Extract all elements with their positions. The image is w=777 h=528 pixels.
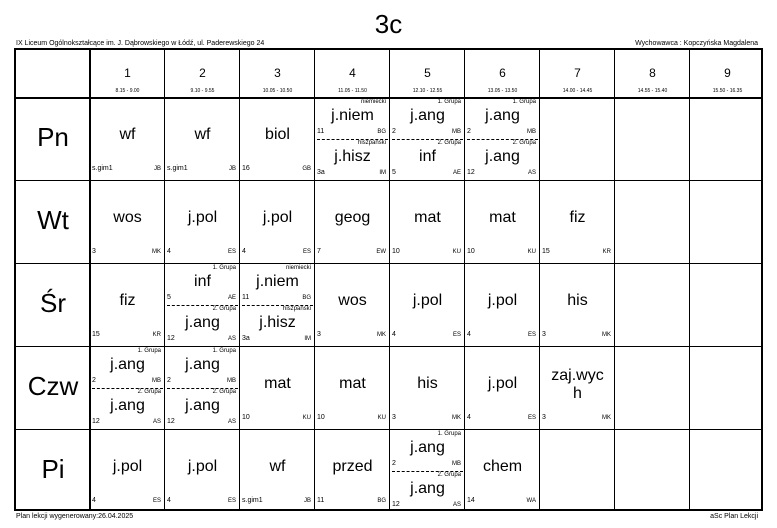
lesson-cell (240, 98, 315, 181)
lesson-cell (240, 264, 315, 347)
lesson-subject: wf (119, 126, 136, 143)
lesson-room: 10 (467, 248, 475, 255)
class-title: 3c (374, 9, 403, 39)
lesson-teacher: ES (302, 249, 311, 255)
lesson-subject: inf (194, 273, 211, 290)
lesson-room: 4 (392, 331, 396, 338)
timetable-grid (14, 48, 763, 511)
lesson-cell (165, 181, 240, 264)
lesson-subject: zaj.wyc h (551, 367, 604, 402)
lesson-room: 4 (467, 331, 471, 338)
period-number: 3 (274, 66, 281, 80)
lesson-cell (465, 430, 540, 513)
lesson-room: 2 (392, 128, 396, 135)
lesson-room: 16 (242, 165, 250, 172)
lesson-room: 2 (167, 377, 171, 384)
day-label: Śr (40, 288, 66, 318)
lesson-room: 12 (392, 501, 400, 508)
period-number: 6 (499, 66, 506, 80)
lesson-subject: fiz (119, 292, 136, 309)
lesson-room: 12 (167, 418, 175, 425)
lesson-teacher: KU (452, 249, 461, 255)
grid-column-line (689, 50, 690, 509)
lesson-teacher: MB (227, 378, 236, 384)
lesson-cell (465, 264, 540, 347)
lesson-cell (390, 98, 465, 181)
lesson-teacher: ES (152, 498, 161, 504)
lesson-subject: j.ang (485, 107, 520, 124)
lesson-room: 11 (242, 294, 250, 301)
lesson-teacher: AS (227, 336, 236, 342)
period-number: 5 (424, 66, 431, 80)
lesson-teacher: IM (304, 336, 311, 342)
group-label: 2. Grupa (212, 306, 236, 312)
lesson-cell (465, 98, 540, 181)
lesson-teacher: ES (452, 332, 461, 338)
period-time: 10.05 - 10.50 (262, 88, 293, 94)
group-label: 1. Grupa (212, 348, 236, 354)
lesson-cell (90, 430, 165, 513)
group-label: niemiecki (360, 99, 386, 105)
lesson-subject: j.ang (110, 356, 145, 373)
lesson-cell (240, 181, 315, 264)
lesson-cell (540, 264, 615, 347)
lesson-subject: mat (489, 209, 516, 226)
lesson-cell (90, 98, 165, 181)
lesson-subject: mat (264, 375, 291, 392)
lesson-room: 3a (317, 169, 325, 176)
lesson-cell (240, 347, 315, 430)
lesson-room: 4 (92, 497, 96, 504)
lesson-teacher: KR (152, 332, 161, 338)
lesson-subject: mat (339, 375, 366, 392)
lesson-subject: j.ang (410, 439, 445, 456)
lesson-subject: j.pol (187, 209, 218, 226)
lesson-room: 11 (317, 497, 325, 504)
lesson-teacher: MK (602, 332, 611, 338)
lesson-room: 2 (392, 460, 396, 467)
lesson-teacher: AE (227, 295, 236, 301)
lesson-subject: wf (194, 126, 211, 143)
lesson-cell (390, 264, 465, 347)
lesson-cell (390, 181, 465, 264)
lesson-subject: j.ang (110, 397, 145, 414)
lesson-subject: j.niem (331, 107, 374, 124)
lesson-room: s.gim1 (92, 165, 113, 172)
group-label: 1. Grupa (437, 431, 461, 437)
lesson-subject: j.pol (487, 292, 518, 309)
lesson-room: 5 (167, 294, 171, 301)
lesson-teacher: AS (527, 170, 536, 176)
generated-date: Plan lekcji wygenerowany:26.04.2025 (16, 513, 134, 520)
lesson-teacher: ES (527, 332, 536, 338)
day-label: Czw (27, 371, 79, 401)
lesson-teacher: AS (152, 419, 161, 425)
lesson-cell (315, 430, 390, 513)
group-label: 1. Grupa (212, 265, 236, 271)
lesson-cell (90, 264, 165, 347)
lesson-subject: his (417, 375, 438, 392)
lesson-subject: mat (414, 209, 441, 226)
period-number: 8 (649, 66, 656, 80)
lesson-room: 2 (92, 377, 96, 384)
lesson-room: 10 (317, 414, 325, 421)
lesson-room: 7 (317, 248, 321, 255)
lesson-cell (465, 181, 540, 264)
lesson-cell (315, 181, 390, 264)
lesson-subject: geog (334, 209, 371, 226)
lesson-subject: j.pol (412, 292, 443, 309)
period-number: 4 (349, 66, 356, 80)
lesson-subject: j.pol (262, 209, 293, 226)
group-label: hiszpański (357, 140, 386, 146)
lesson-teacher: IM (379, 170, 386, 176)
lesson-cell (390, 347, 465, 430)
lesson-subject: j.ang (410, 480, 445, 497)
lesson-room: 12 (467, 169, 475, 176)
lesson-teacher: MK (452, 415, 461, 421)
period-time: 8.15 - 9.00 (115, 88, 140, 94)
period-time: 9.10 - 9.55 (190, 88, 215, 94)
period-time: 15.50 - 16.35 (712, 88, 743, 94)
lesson-teacher: MB (527, 129, 536, 135)
lesson-room: 3 (92, 248, 96, 255)
lesson-cell (165, 347, 240, 430)
period-number: 7 (574, 66, 581, 80)
lesson-room: 2 (467, 128, 471, 135)
lesson-room: 4 (167, 248, 171, 255)
lesson-teacher: AE (452, 170, 461, 176)
lesson-subject: j.pol (487, 375, 518, 392)
lesson-cell (165, 264, 240, 347)
school-name: IX Liceum Ogólnokształcące im. J. Dąbrowskiego w Łódź, ul. Paderewskiego 24 (16, 40, 265, 47)
group-label: niemiecki (285, 265, 311, 271)
group-label: 2. Grupa (437, 472, 461, 478)
lesson-subject: j.ang (185, 314, 220, 331)
lesson-subject: j.ang (185, 356, 220, 373)
lesson-teacher: JB (153, 166, 161, 172)
lesson-room: 5 (392, 169, 396, 176)
lesson-cell (315, 347, 390, 430)
lesson-teacher: BG (377, 498, 386, 504)
lesson-teacher: MK (152, 249, 161, 255)
class-tutor: Wychowawca : Kopczyńska Magdalena (635, 40, 758, 47)
lesson-teacher: GB (302, 166, 311, 172)
lesson-cell (90, 181, 165, 264)
lesson-teacher: KU (527, 249, 536, 255)
lesson-subject: j.pol (112, 458, 143, 475)
lesson-subject: przed (332, 458, 373, 475)
lesson-room: 14 (467, 497, 475, 504)
lesson-cell (315, 98, 390, 181)
lesson-teacher: MK (602, 415, 611, 421)
period-number: 2 (199, 66, 206, 80)
lesson-cell (465, 347, 540, 430)
period-time: 14.55 - 15.40 (637, 88, 668, 94)
group-label: 2. Grupa (437, 140, 461, 146)
lesson-teacher: BG (302, 295, 311, 301)
lesson-room: 4 (242, 248, 246, 255)
lesson-subject: j.hisz (259, 314, 296, 331)
lesson-subject: j.hisz (334, 148, 371, 165)
lesson-subject: fiz (569, 209, 586, 226)
period-number: 1 (124, 66, 131, 80)
lesson-room: s.gim1 (242, 497, 263, 504)
lesson-teacher: KU (302, 415, 311, 421)
lesson-room: 12 (167, 335, 175, 342)
lesson-cell (165, 98, 240, 181)
lesson-cell (315, 264, 390, 347)
lesson-room: 4 (467, 414, 471, 421)
day-label: Pn (37, 122, 69, 152)
lesson-room: s.gim1 (167, 165, 188, 172)
lesson-subject: wos (338, 292, 367, 309)
lesson-subject: inf (419, 148, 436, 165)
lesson-teacher: MB (452, 461, 461, 467)
lesson-teacher: AS (452, 502, 461, 508)
lesson-teacher: ES (527, 415, 536, 421)
lesson-subject: wf (269, 458, 286, 475)
lesson-teacher: KR (602, 249, 611, 255)
period-time: 14.00 - 14.45 (562, 88, 593, 94)
lesson-subject: j.pol (187, 458, 218, 475)
group-label: 1. Grupa (137, 348, 161, 354)
period-time: 13.05 - 13.50 (487, 88, 518, 94)
lesson-teacher: BG (377, 129, 386, 135)
lesson-room: 3 (392, 414, 396, 421)
lesson-room: 3 (542, 331, 546, 338)
lesson-subject: wos (113, 209, 142, 226)
lesson-room: 10 (242, 414, 250, 421)
period-time: 12.10 - 12.55 (412, 88, 443, 94)
group-label: 2. Grupa (137, 389, 161, 395)
lesson-room: 3 (542, 414, 546, 421)
lesson-room: 11 (317, 128, 325, 135)
lesson-cell (240, 430, 315, 513)
lesson-teacher: EW (376, 249, 386, 255)
group-label: 2. Grupa (212, 389, 236, 395)
lesson-cell (390, 430, 465, 513)
day-label: Pi (41, 454, 65, 484)
group-label: 1. Grupa (512, 99, 536, 105)
lesson-teacher: JB (228, 166, 236, 172)
group-label: 2. Grupa (512, 140, 536, 146)
lesson-subject: j.ang (410, 107, 445, 124)
lesson-teacher: JB (303, 498, 311, 504)
lesson-room: 3 (317, 331, 321, 338)
lesson-subject: j.niem (256, 273, 299, 290)
period-time: 11.05 - 11.50 (338, 88, 367, 94)
lesson-teacher: ES (227, 249, 236, 255)
lesson-subject: chem (482, 458, 523, 475)
lesson-cell (540, 347, 615, 430)
lesson-room: 10 (392, 248, 400, 255)
lesson-teacher: AS (227, 419, 236, 425)
lesson-teacher: MB (152, 378, 161, 384)
lesson-subject: his (567, 292, 588, 309)
lesson-room: 4 (167, 497, 171, 504)
lesson-subject: biol (265, 126, 290, 143)
period-number: 9 (724, 66, 731, 80)
group-label: 1. Grupa (437, 99, 461, 105)
group-label: hiszpański (282, 306, 311, 312)
lesson-teacher: KU (377, 415, 386, 421)
lesson-room: 15 (542, 248, 550, 255)
lesson-teacher: ES (227, 498, 236, 504)
lesson-teacher: WA (526, 498, 536, 504)
lesson-cell (90, 347, 165, 430)
lesson-room: 15 (92, 331, 100, 338)
lesson-cell (165, 430, 240, 513)
lesson-subject: j.ang (485, 148, 520, 165)
lesson-room: 12 (92, 418, 100, 425)
lesson-room: 3a (242, 335, 250, 342)
lesson-cell (540, 181, 615, 264)
day-label: Wt (37, 205, 69, 235)
lesson-subject: j.ang (185, 397, 220, 414)
app-brand: aSc Plan Lekcji (710, 513, 758, 520)
lesson-teacher: MK (377, 332, 386, 338)
lesson-teacher: MB (452, 129, 461, 135)
